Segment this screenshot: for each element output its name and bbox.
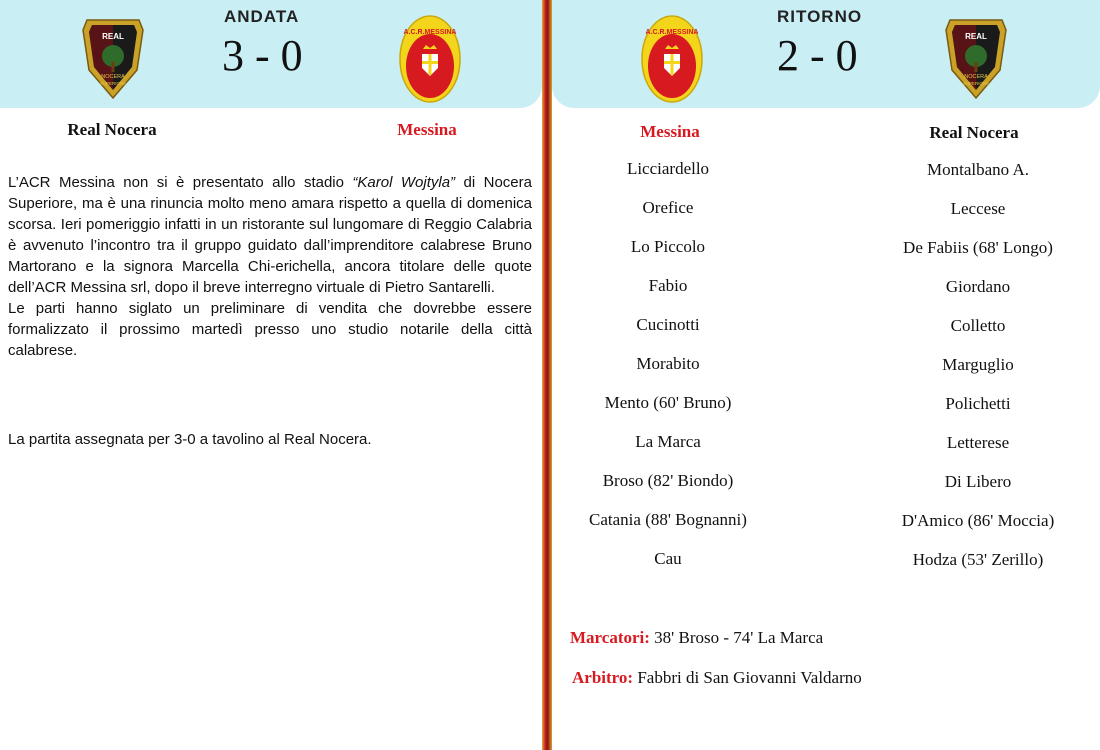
scorers-label: Marcatori: bbox=[570, 628, 650, 647]
referee-label: Arbitro: bbox=[572, 668, 634, 687]
list-item: Colletto bbox=[950, 316, 1006, 335]
list-item: Polichetti bbox=[945, 394, 1011, 413]
list-item: De Fabiis (68' Longo) bbox=[903, 238, 1053, 257]
svg-text:NOCERA: NOCERA bbox=[101, 74, 125, 80]
list-item: Licciardello bbox=[626, 159, 710, 178]
list-item: Di Libero bbox=[944, 472, 1012, 491]
result-note: La partita assegnata per 3-0 a tavolino al Real Nocera. bbox=[8, 431, 372, 448]
list-item: Hodza (53' Zerillo) bbox=[912, 550, 1044, 569]
article-paragraph: Le parti hanno siglato un preliminare di vendita che dovrebbe essere formalizzato il prossimo martedì presso uno studio notarile della città calabrese. bbox=[8, 300, 532, 359]
list-item: Cau bbox=[654, 549, 682, 568]
svg-text:REAL: REAL bbox=[965, 32, 987, 41]
real-nocera-logo bbox=[940, 12, 1012, 102]
messina-logo bbox=[640, 14, 704, 104]
list-item: Broso (82' Biondo) bbox=[602, 471, 734, 490]
andata-home-team: Real Nocera bbox=[67, 120, 157, 139]
list-item: Cucinotti bbox=[636, 315, 700, 334]
svg-text:NOCERA: NOCERA bbox=[964, 74, 988, 80]
home-lineup bbox=[548, 158, 788, 587]
list-item: Leccese bbox=[950, 199, 1006, 218]
list-item: Lo Piccolo bbox=[630, 237, 706, 256]
scorers-value: 38' Broso - 74' La Marca bbox=[654, 628, 824, 647]
list-item: Catania (88' Bognanni) bbox=[589, 510, 747, 529]
list-item: Montalbano A. bbox=[927, 160, 1029, 179]
svg-text:A.C.R.MESSINA: A.C.R.MESSINA bbox=[403, 29, 457, 36]
referee-line bbox=[572, 668, 862, 688]
article-paragraph: L’ACR Messina non si è presentato allo stadio “Karol Wojtyla” di Nocera Superiore, ma è una rinuncia molto meno amara rispetto a quella di domenica scorsa. Ieri pomeriggio infatti in un ristorante sul lungomare di Reggio Calabria è avvenuto l’incontro tra il gruppo guidato dall’imprenditore calabrese Bruno Martorano e la signora Marcella Chi-erichella, ancora titolare delle quote dell’ACR Messina srl, dopo il breve interregno virtuale di Pietro Santarelli. bbox=[8, 174, 532, 296]
andata-away-team: Messina bbox=[397, 120, 457, 139]
andata-label: ANDATA bbox=[224, 7, 300, 26]
list-item: Morabito bbox=[636, 354, 700, 373]
list-item: Fabio bbox=[648, 276, 688, 295]
list-item: La Marca bbox=[635, 432, 701, 451]
ritorno-away-team: Real Nocera bbox=[929, 123, 1019, 142]
away-lineup bbox=[858, 159, 1098, 588]
match-article bbox=[8, 172, 532, 361]
referee-value: Fabbri di San Giovanni Valdarno bbox=[637, 668, 862, 687]
messina-logo bbox=[398, 14, 462, 104]
ritorno-label: RITORNO bbox=[777, 7, 863, 26]
andata-score: 3 - 0 bbox=[222, 31, 303, 80]
ritorno-score: 2 - 0 bbox=[777, 31, 858, 80]
ritorno-home-team: Messina bbox=[640, 122, 700, 141]
list-item: D'Amico (86' Moccia) bbox=[901, 511, 1055, 530]
svg-text:A.C.R.MESSINA: A.C.R.MESSINA bbox=[645, 29, 699, 36]
list-item: Mento (60' Bruno) bbox=[604, 393, 732, 412]
list-item: Orefice bbox=[642, 198, 694, 217]
svg-text:SUPERIORE: SUPERIORE bbox=[99, 81, 127, 86]
real-nocera-logo bbox=[77, 12, 149, 102]
svg-text:SUPERIORE: SUPERIORE bbox=[962, 81, 990, 86]
list-item: Letterese bbox=[946, 433, 1010, 452]
list-item: Marguglio bbox=[942, 355, 1014, 374]
scorers-line bbox=[570, 628, 823, 648]
svg-text:REAL: REAL bbox=[102, 32, 124, 41]
list-item: Giordano bbox=[945, 277, 1011, 296]
